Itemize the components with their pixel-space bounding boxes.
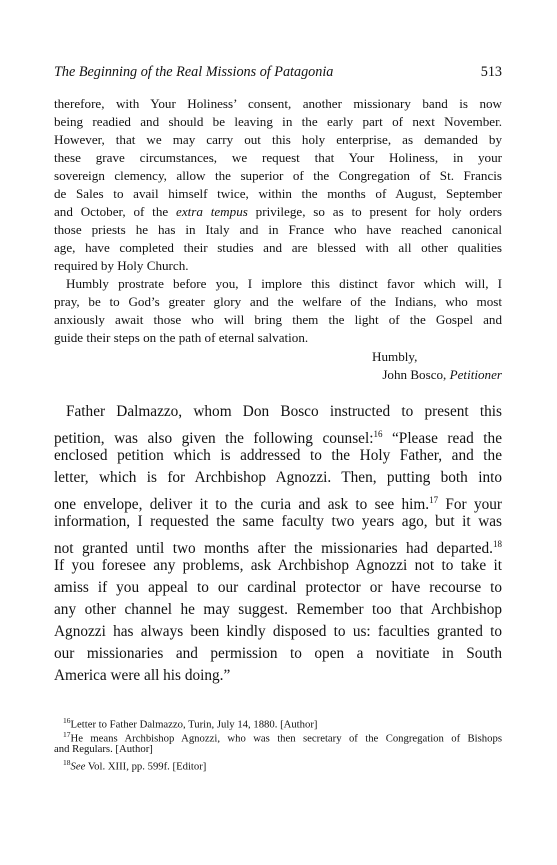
note-ref: 16 (373, 429, 383, 439)
text-line: required by Holy Church. (54, 258, 189, 273)
text-line: pray, be to God’s greater glory and the welfare of the Indians, who most (54, 294, 502, 309)
text-line: Agnozzi has always been kindly disposed to us: faculties granted to (54, 623, 502, 640)
footnote-number: 16 (63, 716, 71, 725)
text-line: If you foresee any problems, ask Archbishop Agnozzi not to take it (54, 557, 502, 574)
text-line: letter, which is for Archbishop Agnozzi. Then, putting both into (54, 469, 502, 486)
text-line: one envelope, deliver it to the curia and ask to see him.$^{17}$ For your (54, 495, 502, 514)
text-line: not granted until two months after the missionaries had departed.$^{18}$ (54, 539, 502, 558)
footnote-16: $^{16}$Letter to Father Dalmazzo, Turin, July 14, 1880. [Author] (63, 716, 318, 731)
text-line: our missionaries and permission to open a novitiate in South (54, 645, 502, 662)
text-line: sovereign clemency, allow the superior of the Congregation of St. Francis (54, 168, 502, 183)
text-line: guide their steps on the path of eternal salvation. (54, 330, 309, 345)
footnote-number: 18 (63, 758, 71, 767)
note-ref: 17 (429, 495, 439, 505)
footnote-17: $^{17}$He means Archbishop Agnozzi, who was then secretary of the Congregation of Bishops (63, 730, 502, 745)
text-line: America were all his doing.” (54, 667, 231, 684)
page-number: 513 (480, 64, 502, 80)
text-line: those priests he has in Italy and in France who have reached canonical (54, 222, 502, 237)
running-title: The Beginning of the Real Missions of Patagonia (54, 64, 334, 80)
text-line: therefore, with Your Holiness’ consent, another missionary band is now (54, 96, 502, 111)
signer-name: John Bosco, (382, 367, 447, 382)
closing-salutation: Humbly, (372, 349, 418, 364)
text-line: age, have completed their studies and are blessed with all other qualities (54, 240, 502, 255)
text-line: Humbly prostrate before you, I implore this distinct favor which will, I (66, 276, 502, 291)
footnote-17-continued: and Regulars. [Author] (54, 743, 153, 755)
text-line: enclosed petition which is addressed to the Holy Father, and the (54, 447, 502, 464)
signer-role: Petitioner (449, 367, 502, 382)
text-line: anxiously await those who will bring them the light of the Gospel and (54, 312, 502, 327)
text-line: these grave circumstances, we request that Your Holiness, in your (54, 150, 502, 165)
text-line: Father Dalmazzo, whom Don Bosco instructed to present this (66, 403, 502, 420)
text-line: de Sales to avail himself twice, within the months of August, September (54, 186, 502, 201)
running-head (54, 64, 502, 86)
text-line: petition, was also given the following counsel:$^{16}$ “Please read the (54, 429, 503, 448)
footnote-18: $^{18}$See Vol. XIII, pp. 599f. [Editor] (63, 758, 207, 773)
text-line: amiss if you appeal to our cardinal protector or have recourse to (54, 579, 502, 596)
text-line: However, that we may carry out this holy enterprise, as demanded by (54, 132, 502, 147)
text-line: information, I requested the same faculty two years ago, but it was (54, 513, 502, 530)
footnote-number: 17 (63, 730, 71, 739)
text-line: being readied and should be leaving in the early part of next November. (54, 114, 502, 129)
text-line: any other channel he may suggest. Remember too that Archbishop (54, 601, 502, 618)
closing-signature (54, 366, 502, 384)
note-ref: 18 (493, 539, 502, 549)
text-line: and October, of the extra tempus privilege, so as to present for holy orders (54, 204, 503, 219)
